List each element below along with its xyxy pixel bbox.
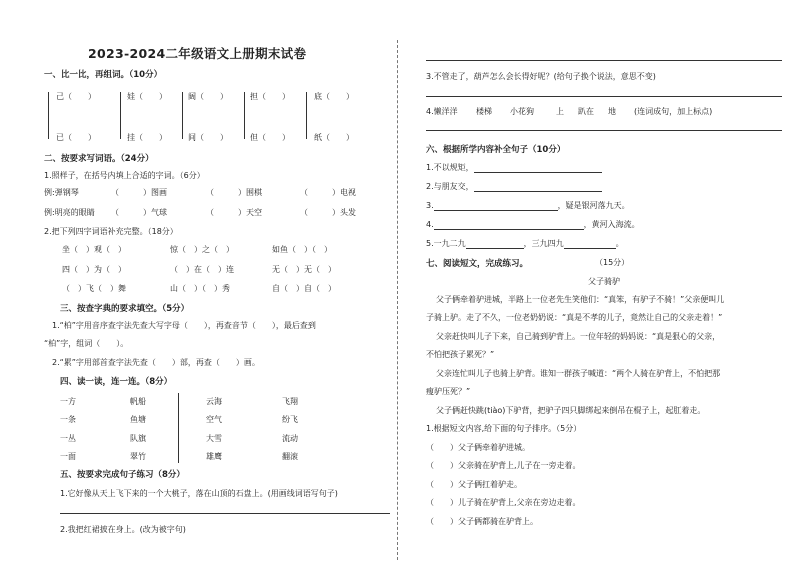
section-7-score: （15分） (595, 258, 630, 267)
s2-r1-c3: （ ）围棋 (206, 188, 262, 197)
match-c1-1: 一方 (60, 397, 76, 406)
idiom-1-3: 如鱼（ ）（ ） (272, 245, 332, 254)
s3-line-2: “柏”字，组词（ ）。 (44, 339, 129, 348)
match-c1-3: 一丛 (60, 434, 76, 443)
q4-word-3: 小花狗 (510, 107, 534, 116)
s6-line-1 (426, 162, 602, 173)
s2-r1-c1: 例:弹钢琴 (44, 188, 79, 197)
pair-3-top: 阔（ ） (188, 92, 228, 101)
q4-word-1: 4.懒洋洋 (426, 107, 458, 116)
story-p3a: 父亲连忙叫儿子也骑上驴背。谁知一群孩子喊道：“两个人骑在驴背上，不怕把那 (436, 369, 721, 378)
s6-l3-pre: 3. (426, 201, 434, 210)
story-p3b: 瘦驴压死？” (426, 387, 471, 396)
s7-q1: 1.根据短文内容,给下面的句子排序。（5分） (426, 424, 582, 433)
section-3-heading: 三、按查字典的要求填空。（5分） (60, 304, 190, 314)
s6-line-4 (426, 219, 640, 230)
q4-word-4: 上 (556, 107, 564, 116)
order-item-3[interactable]: （ ）父子俩扛着驴走。 (426, 480, 522, 489)
story-p1a: 父子俩牵着驴进城，半路上一位老先生笑他们：“真笨，有驴子不骑！”父亲便叫儿 (436, 295, 725, 304)
pair-1-bottom: 已（ ） (56, 133, 96, 142)
s2-q2: 2.把下列四字词语补充完整。（18分） (44, 227, 178, 236)
pair-4-top: 担（ ） (250, 92, 290, 101)
section-4-heading: 四、读一读，连一连。（8分） (60, 377, 173, 387)
pair-4-bottom: 但（ ） (250, 133, 290, 142)
story-p1b: 子骑上驴。走了不久，一位老奶奶说：“真是不孝的儿子，竟然让自己的父亲走着！” (426, 313, 723, 322)
story-p2b: 不怕把孩子累死？” (426, 350, 495, 359)
s5-q1: 1.它好像从天上飞下来的一个大桃子，落在山顶的石盘上。(用画线词语写句子) (60, 489, 338, 498)
pair-3-bottom: 间（ ） (188, 133, 228, 142)
order-item-4[interactable]: （ ）儿子骑在驴背上,父亲在旁边走着。 (426, 498, 581, 507)
s6-l4-pre: 4. (426, 220, 434, 229)
s6-l5-a: 5.一九二九 (426, 239, 466, 248)
r-answer-line-q3[interactable] (426, 96, 782, 97)
brace-2 (120, 92, 121, 139)
match-c2-3: 队旗 (130, 434, 146, 443)
match-c2-1: 帆船 (130, 397, 146, 406)
match-c2-4: 翠竹 (130, 452, 146, 461)
brace-3 (182, 92, 183, 139)
s6-l5-blank-1[interactable] (466, 239, 524, 249)
s2-r2-c4: （ ）头发 (300, 208, 356, 217)
s2-r1-c4: （ ）电视 (300, 188, 356, 197)
r-q3: 3.不管走了，葫芦怎么会长得好呢？(给句子换个说法，意思不变) (426, 72, 656, 81)
s6-line-3 (426, 200, 630, 211)
match-c2-2: 鱼塘 (130, 415, 146, 424)
brace-5 (306, 92, 307, 139)
r-answer-line-top[interactable] (426, 60, 782, 61)
match-c3-4: 雄鹰 (206, 452, 222, 461)
match-c3-2: 空气 (206, 415, 222, 424)
match-c4-2: 纷飞 (282, 415, 298, 424)
s2-q1: 1.照样子，在括号内填上合适的字词。（6分） (44, 171, 205, 180)
s3-line-3: 2.“累”字用部首查字法先查（ ）部，再查（ ）画。 (52, 358, 260, 367)
s6-l3-blank[interactable] (434, 201, 558, 211)
q4-word-7: (连词成句，加上标点) (634, 107, 713, 116)
section-7-heading: 七、阅读短文，完成练习。 (426, 259, 529, 269)
pair-5-bottom: 纸（ ） (314, 133, 354, 142)
s6-l5-b: ，三九四九 (523, 239, 564, 248)
s2-r2-c1: 例:明亮的眼睛 (44, 208, 95, 217)
pair-2-top: 娃（ ） (127, 92, 167, 101)
order-item-2[interactable]: （ ）父亲骑在驴背上,儿子在一旁走着。 (426, 461, 581, 470)
section-2-heading: 二、按要求写词语。（24分） (44, 154, 154, 164)
idiom-2-3: 无（ ）无（ ） (272, 265, 336, 274)
s3-line-1: 1.“柏”字用音序查字法先查大写字母（ ），再查音节（ ），最后查到 (52, 321, 316, 330)
brace-4 (244, 92, 245, 139)
brace-1 (48, 92, 49, 139)
idiom-2-2: （ ）在（ ）连 (170, 265, 234, 274)
pair-5-top: 底（ ） (314, 92, 354, 101)
story-p4: 父子俩赶快跳(tiào)下驴背，把驴子四只脚绑起来倒吊在棍子上，起肛着走。 (436, 406, 706, 415)
q4-word-6: 地 (608, 107, 616, 116)
s6-line-5 (426, 238, 624, 249)
idiom-3-2: 山（ ）（ ）秀 (170, 284, 230, 293)
match-c1-2: 一条 (60, 415, 76, 424)
s6-l3-post: ，疑是银河落九天。 (557, 201, 630, 210)
section-1-heading: 一、比一比，再组词。（10分） (44, 70, 163, 80)
s5-q2: 2.我把红裙披在身上。(改为被字句) (60, 525, 186, 534)
idiom-1-1: 坐（ ）观（ ） (62, 245, 126, 254)
idiom-2-1: 四（ ）为（ ） (62, 265, 126, 274)
match-divider (178, 393, 179, 463)
match-c4-1: 飞翔 (282, 397, 298, 406)
idiom-3-1: （ ）飞（ ）舞 (62, 284, 126, 293)
section-5-heading: 五、按要求完成句子练习（8分） (60, 470, 185, 480)
s5-answer-line-1[interactable] (60, 513, 390, 514)
s6-l2-blank[interactable] (474, 182, 602, 192)
page-title: 2023-2024二年级语文上册期末试卷 (88, 46, 307, 61)
r-answer-line-q4[interactable] (426, 130, 782, 131)
q4-word-5: 趴在 (578, 107, 594, 116)
q4-word-2: 楼梯 (476, 107, 492, 116)
match-c4-4: 翻滚 (282, 452, 298, 461)
pair-1-top: 己（ ） (56, 92, 96, 101)
s6-l2-text: 2.与朋友交， (426, 182, 474, 191)
column-divider (397, 40, 398, 560)
idiom-1-2: 惊（ ）之（ ） (170, 245, 234, 254)
s6-l5-c: 。 (615, 239, 624, 248)
match-c3-3: 大雪 (206, 434, 222, 443)
s6-l1-text: 1.不以规矩， (426, 163, 474, 172)
order-item-1[interactable]: （ ）父子俩牵着驴进城。 (426, 443, 530, 452)
s6-line-2 (426, 181, 602, 192)
s6-l5-blank-2[interactable] (564, 239, 616, 249)
order-item-5[interactable]: （ ）父子俩都骑在驴背上。 (426, 517, 538, 526)
pair-2-bottom: 挂（ ） (127, 133, 167, 142)
s6-l4-post: ，黄河入海流。 (583, 220, 640, 229)
s2-r2-c2: （ ）气球 (111, 208, 167, 217)
s6-l1-blank[interactable] (474, 163, 602, 173)
match-c1-4: 一面 (60, 452, 76, 461)
idiom-3-3: 自（ ）自（ ） (272, 284, 336, 293)
match-c4-3: 流动 (282, 434, 298, 443)
section-6-heading: 六、根据所学内容补全句子（10分） (426, 145, 566, 155)
s2-r2-c3: （ ）天空 (206, 208, 262, 217)
story-p2a: 父亲赶快叫儿子下来，自己骑到驴背上。一位年轻的妈妈说：“真是狠心的父亲， (436, 332, 721, 341)
match-c3-1: 云海 (206, 397, 222, 406)
story-title: 父子骑驴 (588, 277, 620, 286)
s6-l4-blank[interactable] (434, 220, 584, 230)
s2-r1-c2: （ ）图画 (111, 188, 167, 197)
